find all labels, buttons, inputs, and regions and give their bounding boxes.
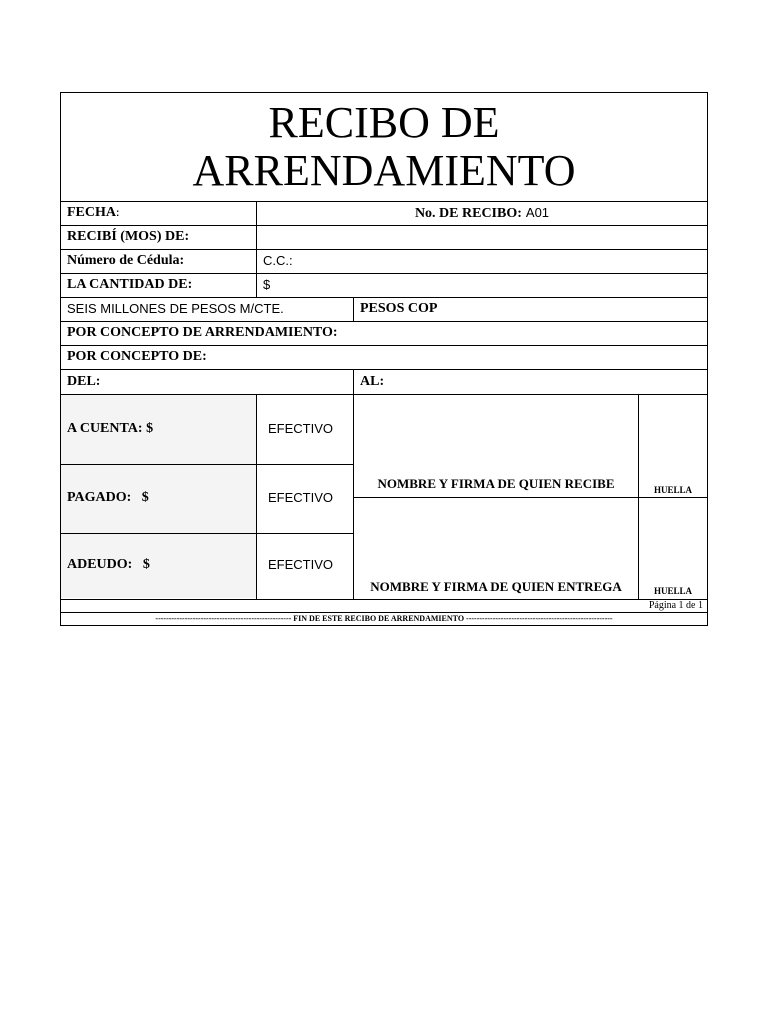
pagado-symbol: $ [141,490,149,505]
pagado-method[interactable]: EFECTIVO [268,490,334,505]
adeudo-symbol: $ [142,557,150,572]
recibi-input[interactable] [257,225,707,249]
concepto-arrendamiento-label: POR CONCEPTO DE ARRENDAMIENTO: [67,325,338,340]
rule [353,297,354,321]
recibo-label: No. DE RECIBO: [414,206,522,221]
pagado-field [67,486,149,510]
adeudo-label: ADEUDO: [67,557,133,572]
receipt-form [60,92,708,626]
a-cuenta-label: A CUENTA: $ [67,421,154,436]
fecha-field[interactable]: FECHA: [67,205,120,220]
huella-recibe-label: HUELLA [653,485,692,495]
pagado-label: PAGADO: [67,490,132,505]
rule [61,464,354,465]
cedula-label: Número de Cédula: [67,253,185,268]
huella-entrega-label: HUELLA [653,586,692,596]
adeudo-method[interactable]: EFECTIVO [268,557,334,572]
huella-entrega-area[interactable] [639,498,707,599]
huella-recibe-area[interactable] [639,394,707,497]
receipt-title [61,93,707,201]
rule [256,394,257,599]
cantidad-input[interactable]: $ [263,277,271,292]
rule [353,369,354,394]
title-line-2: ARRENDAMIENTO [192,146,576,195]
currency-label: PESOS COP [360,301,438,316]
al-label: AL: [360,374,385,389]
a-cuenta-method[interactable]: EFECTIVO [268,421,334,436]
cedula-input[interactable]: C.C.: [263,253,293,268]
page-number: Página 1 de 1 [648,600,703,611]
recibo-value: A01 [525,205,550,220]
concepto-label: POR CONCEPTO DE: [67,349,207,364]
recibo-field[interactable] [257,201,707,226]
del-label: DEL: [67,374,101,389]
end-of-receipt-line: --------------------------------------------------- FIN DE ESTE RECIBO DE ARRENDAMIENTO ------------------------------------------------------- [155,614,613,623]
amount-in-words[interactable]: SEIS MILLONES DE PESOS M/CTE. [67,301,284,316]
fecha-label: FECHA [67,205,116,220]
adeudo-field [67,553,150,577]
firma-recibe-label: NOMBRE Y FIRMA DE QUIEN RECIBE [377,476,615,491]
rule [61,533,354,534]
firma-entrega-label: NOMBRE Y FIRMA DE QUIEN ENTREGA [370,579,622,594]
recibi-label: RECIBÍ (MOS) DE: [67,229,190,244]
title-line-1: RECIBO DE [268,98,500,147]
cantidad-label: LA CANTIDAD DE: [67,277,193,292]
